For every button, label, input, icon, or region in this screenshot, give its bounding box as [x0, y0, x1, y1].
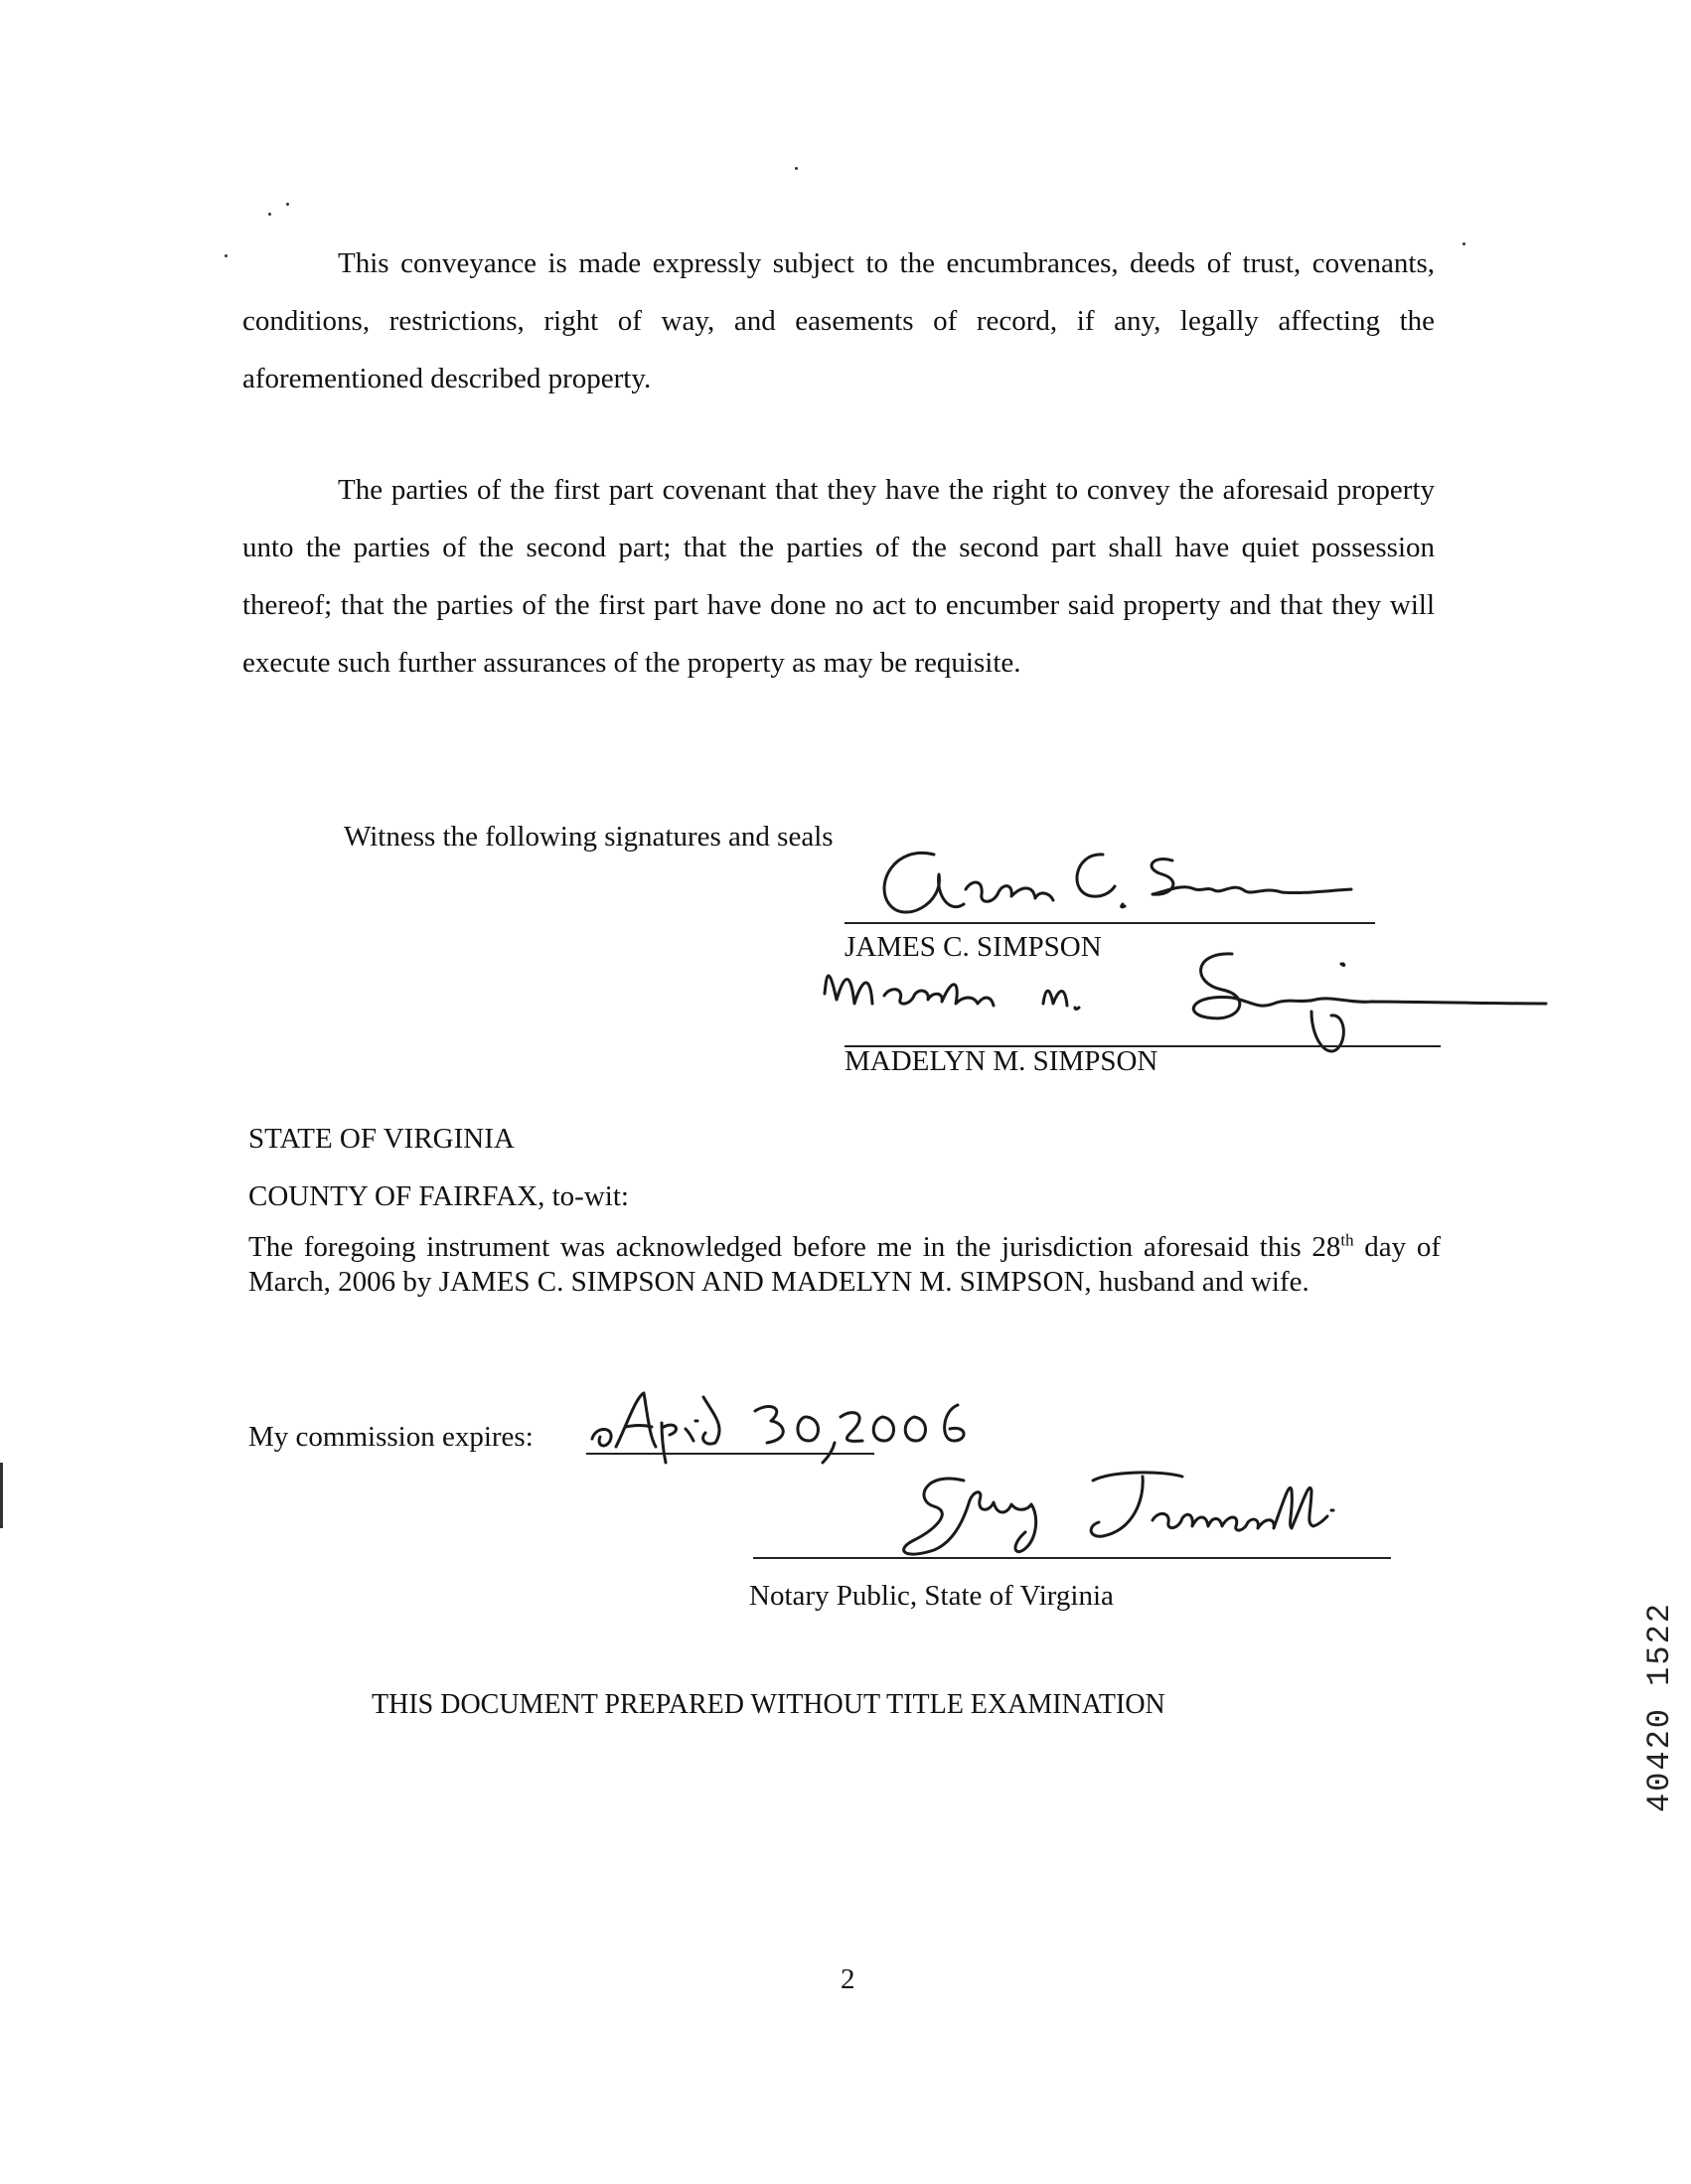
james-name: JAMES C. SIMPSON	[845, 931, 1102, 963]
james-signature	[854, 835, 1371, 944]
scan-speck	[286, 203, 289, 206]
page-number: 2	[841, 1963, 855, 1995]
commission-label: My commission expires:	[248, 1421, 534, 1453]
commission-date-handwriting	[586, 1387, 984, 1467]
madelyn-name: MADELYN M. SIMPSON	[845, 1045, 1158, 1077]
scan-speck	[225, 254, 228, 257]
acknowledgment-paragraph	[248, 1230, 1441, 1300]
ordinal-suffix: th	[1340, 1230, 1354, 1250]
notary-signature	[894, 1461, 1411, 1570]
commission-date-line	[586, 1453, 874, 1455]
covenant-paragraph	[242, 461, 1435, 692]
conveyance-paragraph	[242, 234, 1435, 407]
james-signature-line	[845, 922, 1375, 924]
notary-title: Notary Public, State of Virginia	[749, 1580, 1114, 1612]
state-heading: STATE OF VIRGINIA	[248, 1123, 515, 1155]
covenant-text: The parties of the first part covenant that they have the right to convey the aforesaid property unto the parties of the second part; that the parties of the second part shall have quiet possession thereof; that the parties of the first part have done no act to encumber said property and that they will execute such further assurances of the property as may be requisite.	[242, 474, 1435, 679]
scan-edge-mark	[0, 1463, 3, 1528]
conveyance-text: This conveyance is made expressly subject to the encumbrances, deeds of trust, covenants, conditions, restrictions, right of way, and easements of record, if any, legally affecting the aforementioned described property.	[242, 247, 1435, 394]
scan-speck	[795, 167, 798, 170]
recording-stamp: 40420 1522	[1641, 1602, 1678, 1813]
acknowledgment-text-part1: The foregoing instrument was acknowledged before me in the jurisdiction aforesaid this 28	[248, 1231, 1341, 1263]
witness-line: Witness the following signatures and seals	[344, 821, 834, 853]
title-examination-notice: THIS DOCUMENT PREPARED WITHOUT TITLE EXAMINATION	[372, 1689, 1165, 1720]
scan-speck	[1462, 242, 1465, 245]
scan-speck	[268, 213, 271, 216]
acknowledgment-text-part2: day of March, 2006 by JAMES C. SIMPSON AND MADELYN M. SIMPSON, husband and wife.	[248, 1231, 1441, 1298]
notary-signature-line	[753, 1557, 1391, 1559]
county-heading: COUNTY OF FAIRFAX, to-wit:	[248, 1180, 629, 1212]
